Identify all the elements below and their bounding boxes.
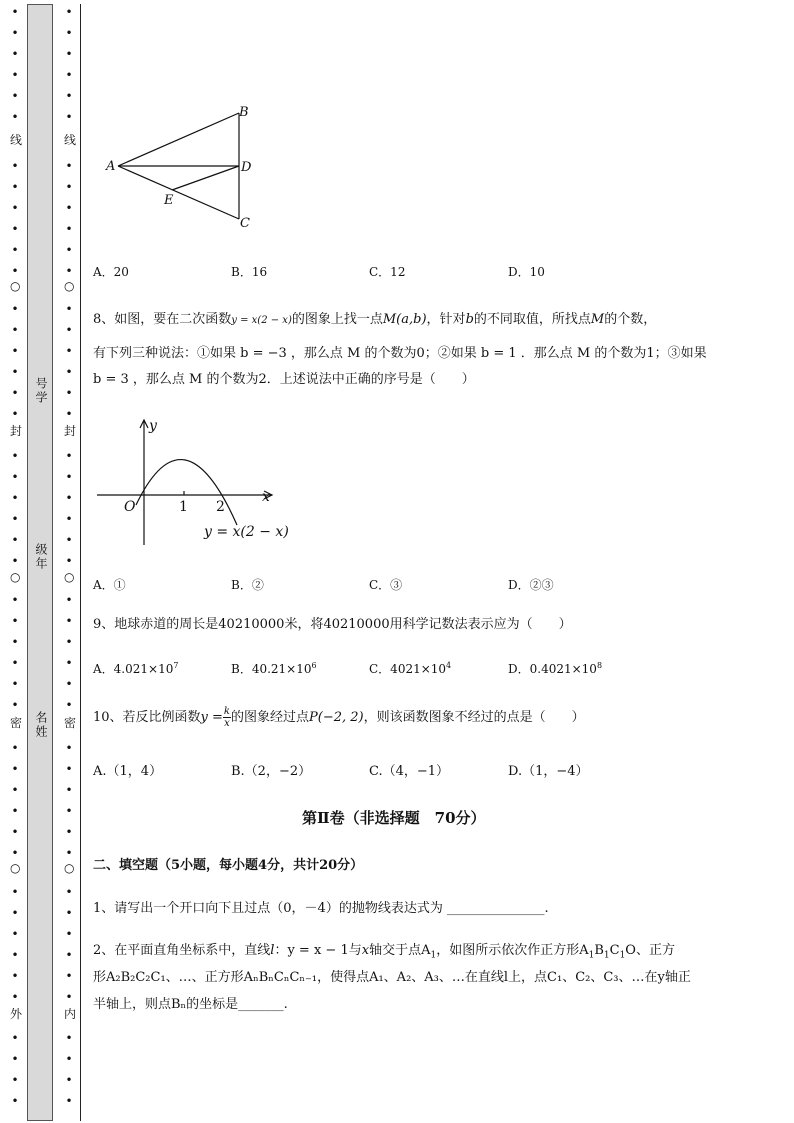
right-margin-label: 密 — [64, 716, 77, 730]
student-info-strip — [27, 4, 53, 1121]
point-E-label: E — [164, 193, 174, 208]
q10-option-b: B.（2，−2） — [231, 764, 312, 779]
q10-option-d: D.（1，−4） — [508, 764, 589, 779]
q7-option-b: B．16 — [231, 265, 268, 279]
q9-option-c: C．$4021\times 10^4$ — [369, 661, 452, 676]
y-axis-label: y — [149, 418, 157, 434]
q7-option-d: D．10 — [508, 265, 545, 279]
q9-option-a: A．$4.021\times 10^7$ — [93, 661, 179, 676]
left-margin-dots: • • • • • • 线 • • • • • • ○ • • • • • • 封 • • • • • • ○ • • • • • • 密 • • • • • • ○ • • • • • • 外 • • • • — [10, 5, 23, 1108]
fill-question-2-line3: 半轴上，则点Bₙ的坐标是_______. — [93, 997, 288, 1012]
q8-stem-line2: 有下列三种说法：①如果 b = −3 ，那么点 M 的个数为0；②如果 b = 1 ．那么点 M 的个数为1；③如果 — [93, 346, 707, 361]
tick-2-label: 2 — [216, 499, 225, 515]
q9-stem: 9、地球赤道的周长是40210000米，将40210000用科学记数法表示应为（ ） — [93, 617, 572, 632]
left-margin-label: 密 — [10, 716, 23, 730]
k-over-x-fraction: $\frac{k}{x}$ — [223, 706, 230, 729]
q10-stem: 10、若反比例函数y = $\frac{k}{x}$ 的图象经过点P(−2, 2)，则该函数图象不经过的点是（ ） — [93, 706, 585, 729]
right-margin-circle: ○ — [64, 279, 75, 293]
point-D-label: D — [241, 160, 252, 175]
q8-option-d: D．②③ — [508, 578, 554, 592]
q7-option-c: C．12 — [369, 265, 406, 279]
left-margin-circle: ○ — [10, 279, 21, 293]
binding-line — [80, 4, 81, 1121]
q10-option-a: A.（1，4） — [93, 764, 163, 779]
name-label: 名姓 — [34, 711, 48, 739]
point-A-label: A — [106, 159, 116, 174]
right-margin-label: 封 — [64, 424, 77, 438]
part2-title: 第Ⅱ卷（非选择题 70分） — [302, 809, 486, 827]
curve-label: y = x(2 − x) — [204, 524, 289, 540]
point-C-label: C — [240, 216, 250, 231]
origin-label: O — [124, 499, 136, 515]
left-margin-circle: ○ — [10, 861, 21, 875]
left-margin-label: 封 — [10, 424, 23, 438]
point-B-label: B — [239, 105, 249, 120]
student-number-label: 号学 — [34, 377, 48, 405]
parabola-graph — [92, 415, 292, 550]
q8-stem-line3: b = 3 ，那么点 M 的个数为2．上述说法中正确的序号是（ ） — [93, 372, 475, 387]
geometry-figure-triangle — [100, 100, 270, 240]
right-margin-label: 线 — [64, 133, 77, 147]
q8-option-c: C．③ — [369, 578, 403, 592]
tick-1-label: 1 — [179, 499, 188, 515]
right-margin-circle: ○ — [64, 570, 75, 584]
x-axis-label: x — [262, 489, 270, 505]
right-margin-label: 内 — [64, 1007, 77, 1021]
q8-stem-line1: 8、如图，要在二次函数y = x(2 − x)的图象上找一点M(a,b)，针对b的不同取值，所找点M的个数， — [93, 312, 657, 327]
right-margin-dots: • • • • • • 线 • • • • • • ○ • • • • • • 封 • • • • • • ○ • • • • • • 密 • • • • • • ○ • • • • • • 内 • • • • — [64, 5, 77, 1108]
fill-question-2-line1: 2、在平面直角坐标系中，直线l：y = x − 1与x轴交于点$A_1$，如图所示依次作正方形$A_1B_1C_1O$、正方 — [93, 943, 675, 961]
left-margin-circle: ○ — [10, 570, 21, 584]
q7-option-a: A．20 — [93, 265, 129, 279]
q9-option-b: B．$40.21\times 10^6$ — [231, 661, 317, 676]
right-margin-circle: ○ — [64, 861, 75, 875]
grade-label: 级年 — [34, 543, 48, 571]
fill-question-2-line2: 形A₂B₂C₂C₁、…、正方形AₙBₙCₙCₙ₋₁，使得点A₁、A₂、A₃、…在直线l上，点C₁、C₂、C₃、…在y轴正 — [93, 970, 691, 985]
q8-option-b: B．② — [231, 578, 264, 592]
q8-option-a: A．① — [93, 578, 126, 592]
q9-option-d: D．$0.4021\times 10^8$ — [508, 661, 603, 676]
q10-option-c: C.（4，−1） — [369, 764, 450, 779]
section2-title: 二、填空题（5小题，每小题4分，共计20分） — [93, 858, 364, 873]
left-margin-label: 线 — [10, 133, 23, 147]
fill-question-1: 1、请写出一个开口向下且过点（0，－4）的抛物线表达式为 _______________. — [93, 901, 549, 916]
left-margin-label: 外 — [10, 1007, 23, 1021]
